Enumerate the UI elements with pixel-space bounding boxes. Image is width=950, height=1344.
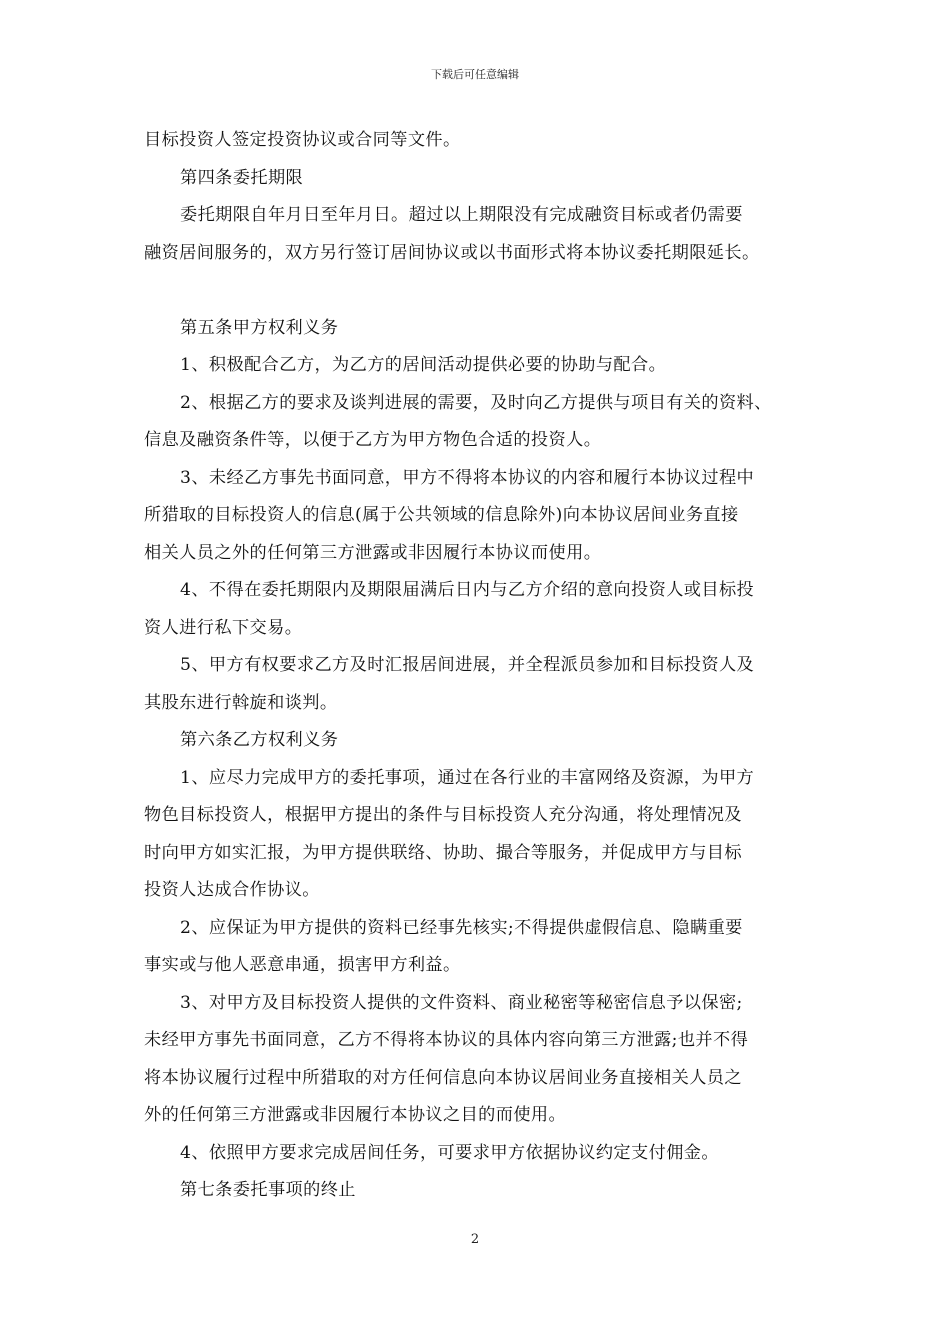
paragraph-line: 委托期限自年月日至年月日。超过以上期限没有完成融资目标或者仍需要: [180, 205, 743, 225]
paragraph-line: 相关人员之外的任何第三方泄露或非因履行本协议而使用。: [144, 542, 602, 563]
document-body: [144, 122, 824, 1210]
paragraph-line: 2、应保证为甲方提供的资料已经事先核实;不得提供虚假信息、隐瞒重要: [180, 917, 743, 938]
paragraph-line: 1、应尽力完成甲方的委托事项，通过在各行业的丰富网络及资源，为甲方: [180, 767, 755, 788]
section-heading: 第四条委托期限: [180, 167, 304, 188]
paragraph-line: 4、不得在委托期限内及期限届满后日内与乙方介绍的意向投资人或目标投: [180, 580, 755, 600]
paragraph-line: 将本协议履行过程中所猎取的对方任何信息向本协议居间业务直接相关人员之: [144, 1067, 742, 1088]
paragraph-line: 4、依照甲方要求完成居间任务，可要求甲方依据协议约定支付佣金。: [180, 1142, 719, 1163]
paragraph-line: 投资人达成合作协议。: [144, 880, 320, 900]
section-heading: 第七条委托事项的终止: [180, 1180, 356, 1200]
paragraph-line: 时向甲方如实汇报，为甲方提供联络、协助、撮合等服务，并促成甲方与目标: [144, 842, 742, 863]
paragraph-line: 事实或与他人恶意串通，损害甲方利益。: [144, 955, 461, 975]
paragraph-line: 其股东进行斡旋和谈判。: [144, 692, 338, 713]
paragraph-line: 2、根据乙方的要求及谈判进展的需要，及时向乙方提供与项目有关的资料、: [180, 392, 772, 413]
paragraph-line: 1、积极配合乙方，为乙方的居间活动提供必要的协助与配合。: [180, 355, 667, 375]
paragraph-line: 资人进行私下交易。: [144, 617, 303, 638]
paragraph-line: 5、甲方有权要求乙方及时汇报居间进展，并全程派员参加和目标投资人及: [180, 655, 755, 675]
section-heading: 第六条乙方权利义务: [180, 730, 339, 750]
page-number: 2: [470, 1232, 480, 1247]
paragraph-line: 所猎取的目标投资人的信息(属于公共领域的信息除外)向本协议居间业务直接: [144, 505, 739, 525]
paragraph-line: 3、对甲方及目标投资人提供的文件资料、商业秘密等秘密信息予以保密;: [180, 992, 743, 1013]
paragraph-line: 信息及融资条件等，以便于乙方为甲方物色合适的投资人。: [144, 430, 602, 450]
paragraph-line: 未经甲方事先书面同意，乙方不得将本协议的具体内容向第三方泄露;也并不得: [144, 1030, 749, 1050]
paragraph-line: 融资居间服务的，双方另行签订居间协议或以书面形式将本协议委托期限延长。: [144, 242, 760, 263]
paragraph-line: 外的任何第三方泄露或非因履行本协议之目的而使用。: [144, 1105, 567, 1125]
paragraph-line: 目标投资人签定投资协议或合同等文件。: [144, 130, 461, 150]
page-header: 下载后可任意编辑: [431, 68, 519, 81]
section-heading: 第五条甲方权利义务: [180, 317, 339, 338]
paragraph-gap: [144, 272, 824, 310]
paragraph-line: 物色目标投资人，根据甲方提出的条件与目标投资人充分沟通，将处理情况及: [144, 805, 742, 825]
paragraph-line: 3、未经乙方事先书面同意，甲方不得将本协议的内容和履行本协议过程中: [180, 467, 755, 488]
